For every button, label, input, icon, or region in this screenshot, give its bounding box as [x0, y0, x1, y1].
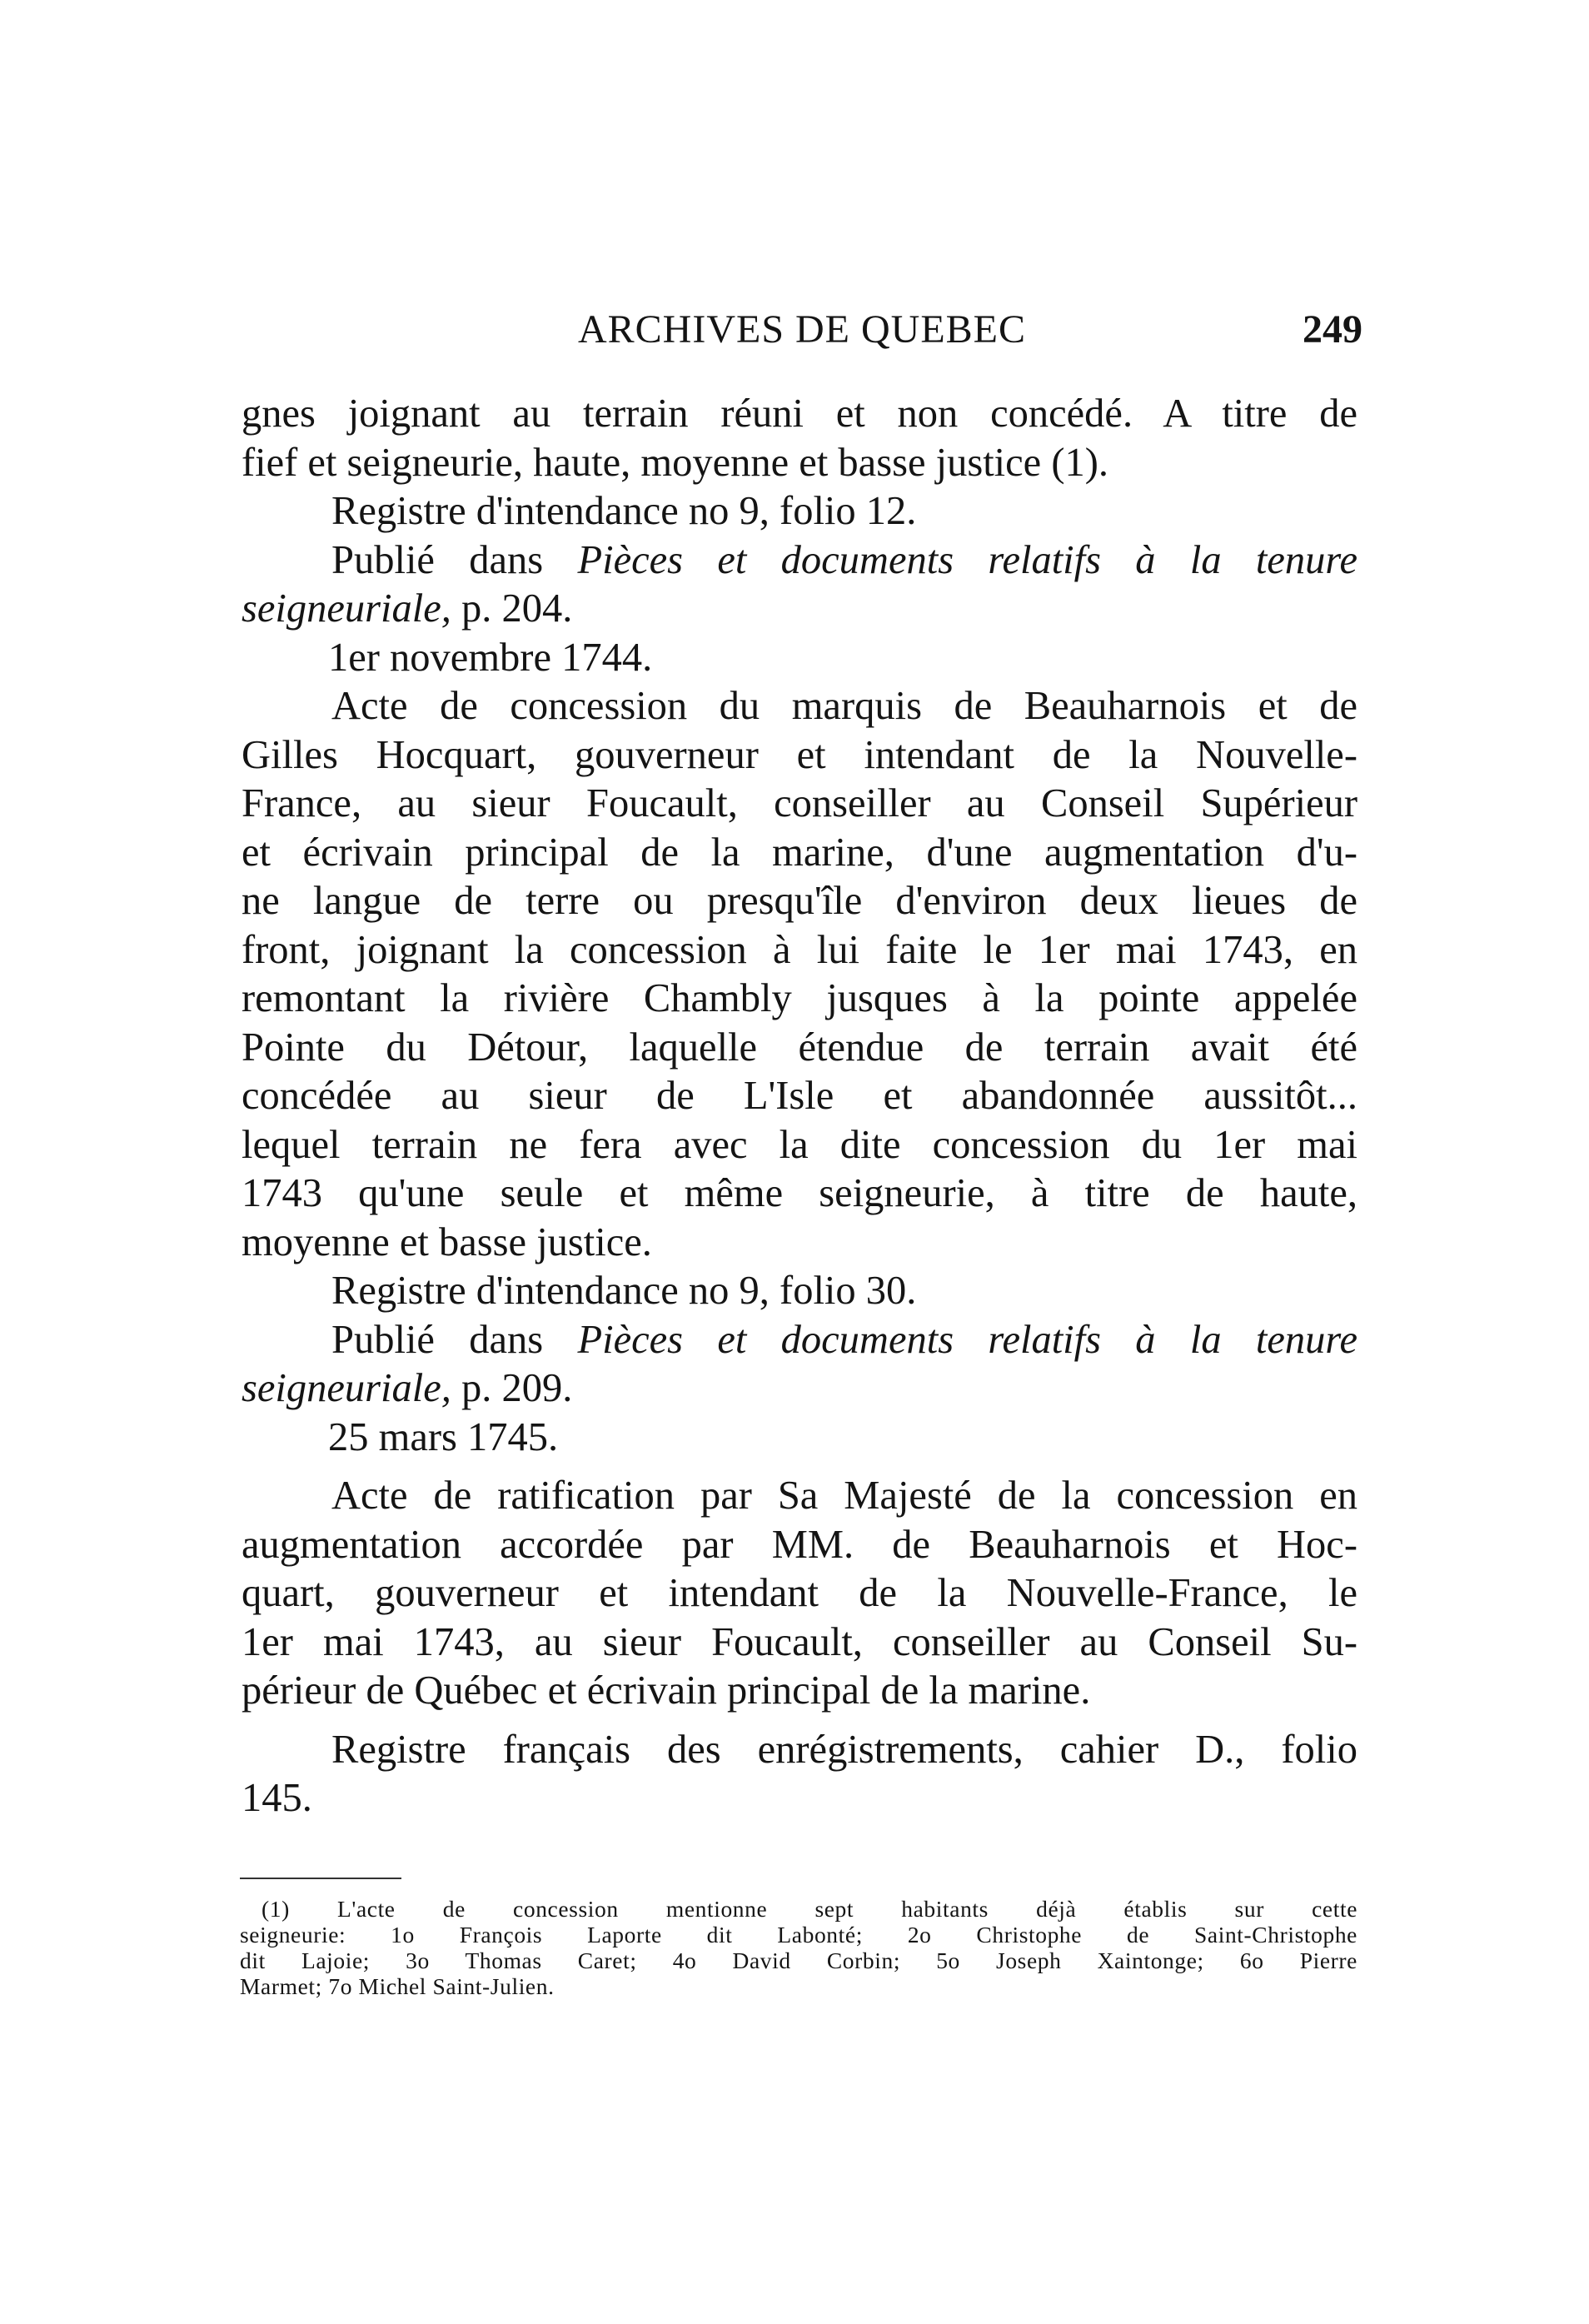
text-span: Publié dans — [331, 537, 578, 582]
footnote-line: seigneurie: 1o François Laporte dit Labonté; 2o Christophe de Saint-Christophe — [240, 1922, 1357, 1947]
running-title: ARCHIVES DE QUEBEC — [577, 307, 1026, 352]
text-line — [242, 1364, 1357, 1414]
text-line: Acte de ratification par Sa Majesté de la concession en — [331, 1474, 1357, 1518]
text-line: remontant la rivière Chambly jusques à la pointe appelée — [242, 976, 1357, 1020]
text-line — [242, 1316, 1357, 1365]
text-line: périeur de Québec et écrivain principal de la marine. — [242, 1668, 1091, 1713]
text-line: 1743 qu'une seule et même seigneurie, à titre de haute, — [242, 1171, 1357, 1215]
text-line: lequel terrain ne fera avec la dite concession du 1er mai — [242, 1122, 1357, 1167]
text-line: ne langue de terre ou presqu'île d'environ deux lieues de — [242, 879, 1357, 923]
text-line: 1er mai 1743, au sieur Foucault, conseiller au Conseil Su- — [242, 1619, 1357, 1664]
text-line: gnes joignant au terrain réuni et non concédé. A titre de — [242, 391, 1357, 436]
footnote-line: dit Lajoie; 3o Thomas Caret; 4o David Corbin; 5o Joseph Xaintonge; 6o Pierre — [240, 1947, 1357, 1973]
text-line: et écrivain principal de la marine, d'une augmentation d'u- — [242, 830, 1357, 875]
page-number: 249 — [1303, 307, 1362, 352]
text-line: moyenne et basse justice. — [242, 1219, 652, 1264]
text-line: Registre français des enrégistrements, cahier D., folio — [331, 1727, 1357, 1772]
text-line: quart, gouverneur et intendant de la Nouvelle-France, le — [242, 1571, 1357, 1615]
publication-title: seigneuriale, — [242, 1366, 451, 1410]
footnote — [240, 1896, 1357, 1999]
publication-title: Pièces et documents relatifs à la tenure — [577, 1317, 1357, 1362]
text-line: concédée au sieur de L'Isle et abandonnée aussitôt... — [242, 1074, 1357, 1118]
text-span: p. 204. — [451, 586, 573, 631]
entry-date: 1er novembre 1744. — [328, 635, 653, 680]
text-line: augmentation accordée par MM. de Beauharnois et Hoc- — [242, 1522, 1357, 1567]
text-line: Acte de concession du marquis de Beauharnois et de — [331, 684, 1357, 728]
text-line — [242, 536, 1357, 586]
footnote-line: Marmet; 7o Michel Saint-Julien. — [240, 1973, 555, 1999]
publication-title: seigneuriale, — [242, 586, 451, 631]
text-line: Gilles Hocquart, gouverneur et intendant de la Nouvelle- — [242, 732, 1357, 777]
entry-date: 25 mars 1745. — [328, 1414, 559, 1459]
text-line: 145. — [242, 1776, 312, 1820]
publication-title: Pièces et documents relatifs à la tenure — [577, 537, 1357, 582]
text-line: Registre d'intendance no 9, folio 12. — [331, 489, 917, 533]
body-text — [242, 390, 1357, 1823]
text-span: p. 209. — [451, 1366, 573, 1410]
text-line: Pointe du Détour, laquelle étendue de terrain avait été — [242, 1025, 1357, 1070]
footnote-line: (1) L'acte de concession mentionne sept habitants déjà établis sur cette — [262, 1896, 1357, 1922]
page-header — [242, 307, 1362, 357]
text-line — [242, 585, 1357, 634]
footnote-divider — [240, 1878, 401, 1879]
text-line: Registre d'intendance no 9, folio 30. — [331, 1269, 917, 1313]
text-span: Publié dans — [331, 1317, 578, 1362]
text-line: France, au sieur Foucault, conseiller au Conseil Supérieur — [242, 781, 1357, 825]
text-line: front, joignant la concession à lui faite le 1er mai 1743, en — [242, 927, 1357, 972]
text-line: fief et seigneurie, haute, moyenne et basse justice (1). — [242, 440, 1108, 485]
